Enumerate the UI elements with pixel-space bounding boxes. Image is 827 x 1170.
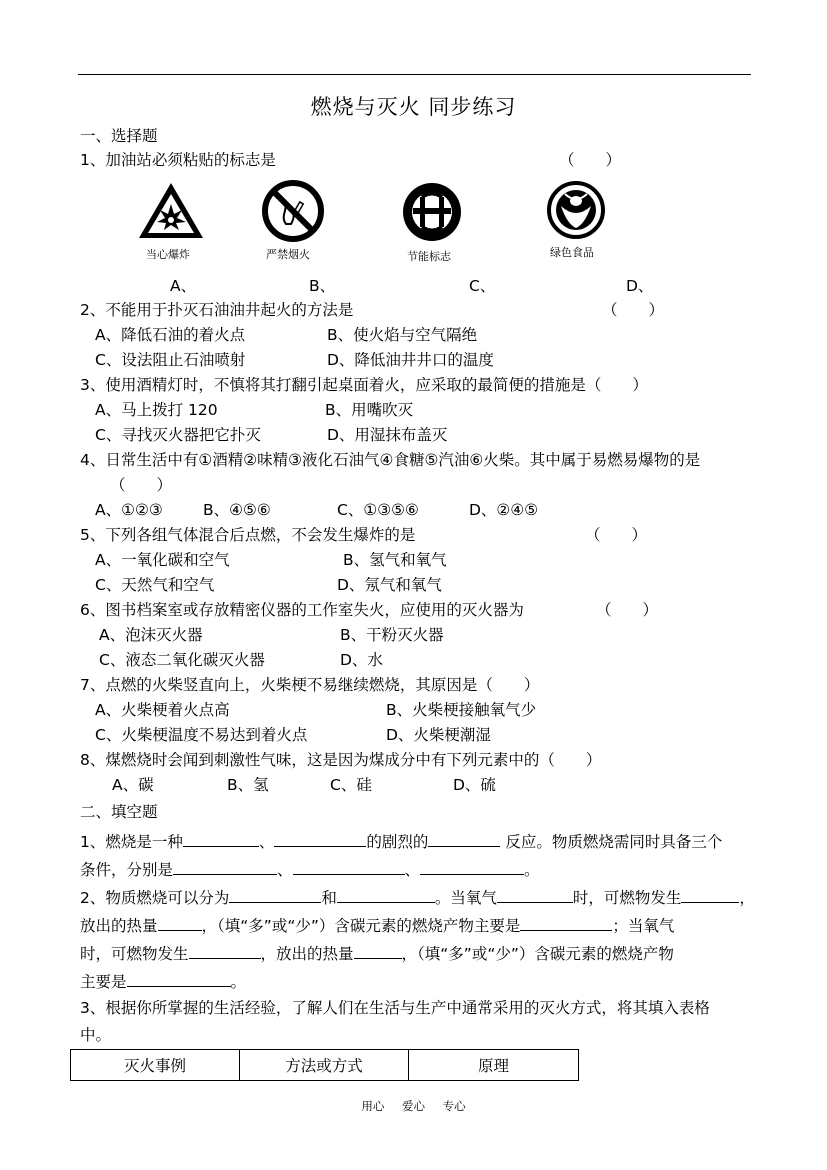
sign-label-a: 当心爆炸: [146, 248, 190, 261]
question-1-answer-paren: （ ）: [559, 151, 622, 169]
fill-2-text-m: 。: [230, 973, 247, 991]
question-2: 2、不能用于扑灭石油油井起火的方法是: [80, 301, 354, 319]
q4-option-a: A、①②③: [95, 501, 163, 519]
sign-letter-c: C、: [469, 277, 496, 295]
fill-2-text-j: ，放出的热量: [260, 945, 354, 963]
sign-letter-d: D、: [626, 277, 654, 295]
q3-option-c: C、寻找灭火器把它扑灭: [95, 426, 261, 444]
q6-option-b: B、干粉灭火器: [340, 626, 444, 644]
fill-1-text-f: 、: [277, 861, 293, 879]
header-rule: [78, 74, 751, 75]
sign-letter-b: B、: [309, 277, 336, 295]
q4-option-b: B、④⑤⑥: [203, 501, 271, 519]
page-footer: 用心 爱心 专心: [361, 1099, 466, 1113]
q3-option-b: B、用嘴吹灭: [325, 401, 414, 419]
fill-2-text-d: 时，可燃物发生: [572, 889, 682, 907]
fill-1-text-e: 条件，分别是: [80, 861, 174, 879]
page-title: 燃烧与灭火 同步练习: [310, 95, 517, 119]
fill-2-line-3: [80, 942, 674, 964]
q5-option-c: C、天然气和空气: [95, 576, 215, 594]
table-header-cell: 原理: [409, 1050, 579, 1081]
q2-option-d: D、降低油井井口的温度: [327, 351, 494, 369]
sign-green-food: [541, 180, 613, 262]
q7-option-d: D、火柴梗潮湿: [386, 726, 491, 744]
fill-1-line-1: [80, 830, 722, 852]
question-8: 8、煤燃烧时会闻到刺激性气味，这是因为煤成分中有下列元素中的（ ）: [80, 751, 602, 769]
fill-blank[interactable]: [354, 942, 402, 959]
green-food-icon: [541, 180, 611, 242]
q7-option-c: C、火柴梗温度不易达到着火点: [95, 726, 308, 744]
fill-2-text-b: 和: [321, 889, 337, 907]
question-4-answer-paren: （ ）: [110, 476, 173, 494]
fill-2-text-g: ，（填“多”或“少”）含碳元素的燃烧产物主要是: [201, 917, 521, 935]
q6-option-a: A、泡沫灭火器: [99, 626, 203, 644]
fill-2-line-1: [80, 886, 755, 908]
question-2-answer-paren: （ ）: [602, 301, 665, 319]
question-5-answer-paren: （ ）: [585, 526, 648, 544]
q5-option-d: D、氖气和氧气: [337, 576, 442, 594]
fill-1-line-2: [80, 858, 540, 880]
fill-blank[interactable]: [681, 886, 739, 903]
sign-letter-a: A、: [170, 277, 197, 295]
table-header-cell: 方法或方式: [240, 1050, 409, 1081]
section-heading-fill: 二、填空题: [80, 803, 158, 821]
q2-option-a: A、降低石油的着火点: [95, 326, 246, 344]
fill-2-text-e: ，: [739, 889, 755, 907]
fill-1-text-h: 。: [524, 861, 540, 879]
fill-blank[interactable]: [497, 886, 573, 903]
q2-option-c: C、设法阻止石油喷射: [95, 351, 246, 369]
explosion-warning-icon: [136, 180, 206, 242]
q5-option-b: B、氢气和氧气: [343, 551, 447, 569]
fill-2-text-i: 时，可燃物发生: [80, 945, 189, 963]
fill-blank[interactable]: [173, 858, 277, 875]
q8-option-d: D、硫: [453, 776, 496, 794]
q3-option-a: A、马上拨打 120: [95, 401, 218, 419]
fill-2-line-2: [80, 914, 674, 936]
q6-option-d: D、水: [340, 651, 383, 669]
no-smoking-icon: [258, 180, 328, 242]
q4-option-d: D、②④⑤: [469, 501, 539, 519]
question-4: 4、日常生活中有①酒精②味精③液化石油气④食糖⑤汽油⑥火柴。其中属于易燃易爆物的是: [80, 451, 701, 469]
fill-blank[interactable]: [520, 914, 612, 931]
fill-blank[interactable]: [428, 830, 500, 847]
fill-blank[interactable]: [127, 970, 231, 987]
q8-option-b: B、氢: [227, 776, 269, 794]
energy-saving-icon: [397, 180, 467, 244]
fill-blank[interactable]: [274, 830, 366, 847]
sign-label-c: 节能标志: [407, 250, 451, 263]
fill-1-text-b: 、: [258, 833, 275, 851]
q8-option-c: C、硅: [330, 776, 372, 794]
fill-2-text-a: 2、物质燃烧可以分为: [80, 889, 230, 907]
question-1: 1、加油站必须粘贴的标志是: [80, 151, 276, 169]
q3-option-d: D、用湿抹布盖灭: [327, 426, 448, 444]
sign-label-d: 绿色食品: [550, 246, 594, 259]
q7-option-a: A、火柴梗着火点高: [95, 701, 230, 719]
q2-option-b: B、使火焰与空气隔绝: [327, 326, 478, 344]
fill-2-text-k: ，（填“多”或“少”）含碳元素的燃烧产物: [401, 945, 674, 963]
fill-blank[interactable]: [420, 858, 524, 875]
q4-option-c: C、①③⑤⑥: [337, 501, 419, 519]
q7-option-b: B、火柴梗接触氧气少: [386, 701, 537, 719]
fill-blank[interactable]: [189, 942, 261, 959]
extinguish-table: [70, 1049, 579, 1081]
q6-option-c: C、液态二氧化碳灭火器: [99, 651, 265, 669]
fill-2-text-l: 主要是: [80, 973, 127, 991]
question-5: 5、下列各组气体混合后点燃，不会发生爆炸的是: [80, 526, 416, 544]
fill-3-line-2: 中。: [80, 1026, 112, 1044]
fill-blank[interactable]: [293, 858, 405, 875]
sign-explosion: [136, 180, 206, 262]
q8-option-a: A、碳: [112, 776, 154, 794]
fill-1-text-d: 反应。物质燃烧需同时具备三个: [500, 833, 723, 851]
fill-blank[interactable]: [337, 886, 435, 903]
q5-option-a: A、一氧化碳和空气: [95, 551, 230, 569]
question-7: 7、点燃的火柴竖直向上，火柴梗不易继续燃烧，其原因是（ ）: [80, 676, 540, 694]
fill-2-text-c: 。当氧气: [434, 889, 497, 907]
fill-1-text-a: 1、燃烧是一种: [80, 833, 183, 851]
table-header-row: [71, 1050, 579, 1081]
fill-3-line-1: 3、根据你所掌握的生活经验，了解人们在生活与生产中通常采用的灭火方式，将其填入表格: [80, 999, 710, 1017]
sign-no-fire: [258, 180, 328, 262]
table-header-cell: 灭火事例: [71, 1050, 240, 1081]
fill-blank[interactable]: [158, 914, 202, 931]
question-3: 3、使用酒精灯时，不慎将其打翻引起桌面着火，应采取的最简便的措施是（ ）: [80, 376, 648, 394]
fill-1-text-g: 、: [404, 861, 421, 879]
fill-2-text-f: 放出的热量: [80, 917, 158, 935]
fill-blank[interactable]: [183, 830, 259, 847]
question-6-answer-paren: （ ）: [596, 601, 659, 619]
sign-label-b: 严禁烟火: [266, 248, 310, 261]
sign-energy-saving: [397, 180, 469, 264]
fill-2-line-4: [80, 970, 246, 992]
section-heading-choice: 一、选择题: [80, 127, 158, 145]
fill-blank[interactable]: [229, 886, 321, 903]
fill-2-text-h: ；当氧气: [612, 917, 675, 935]
fill-1-text-c: 的剧烈的: [366, 833, 429, 851]
question-6: 6、图书档案室或存放精密仪器的工作室失火，应使用的灭火器为: [80, 601, 524, 619]
